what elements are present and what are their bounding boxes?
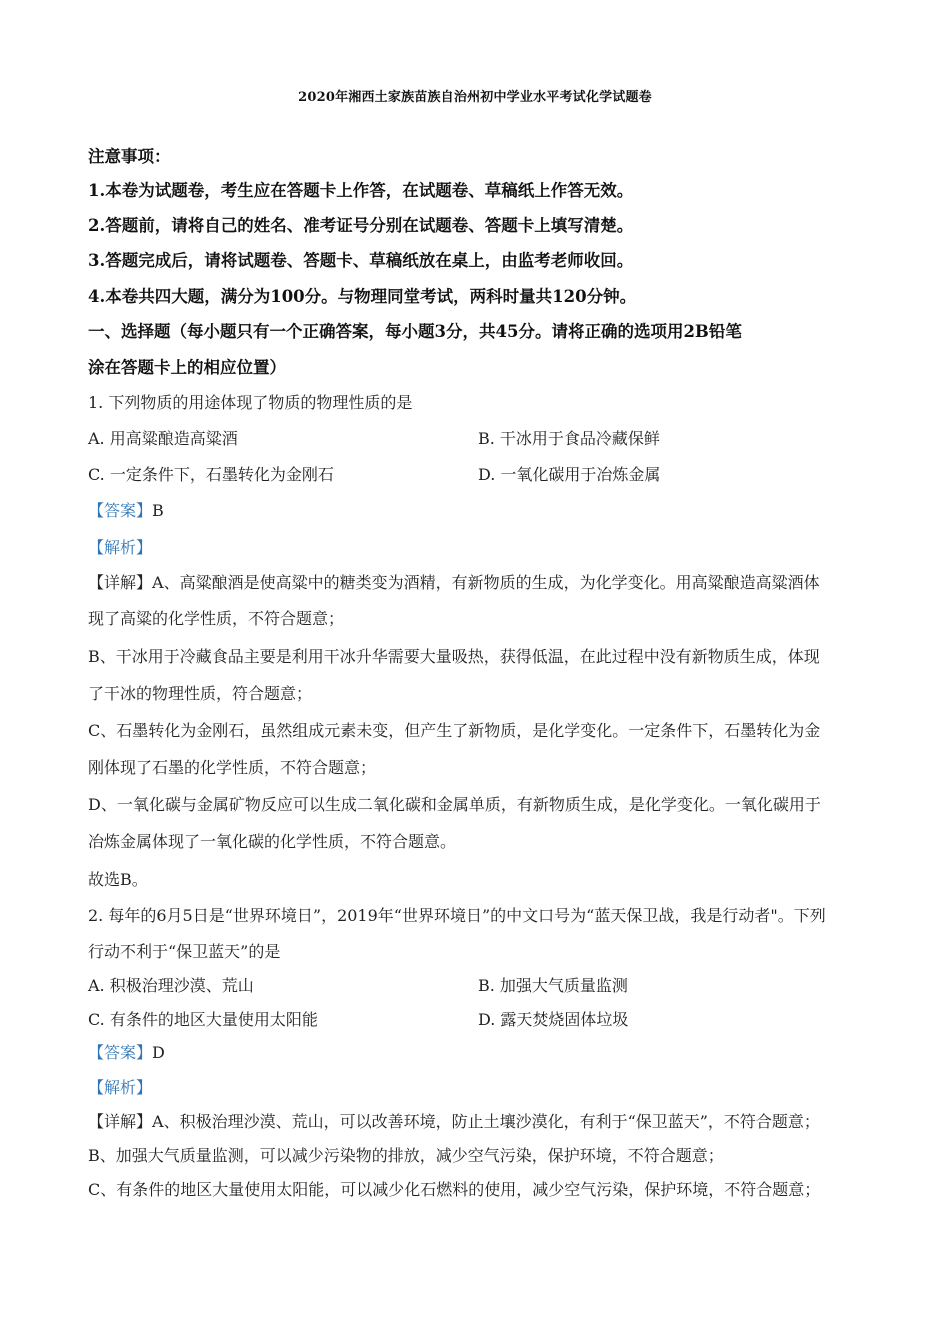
question-1-detail-line-8: 冶炼金属体现了一氧化碳的化学性质，不符合题意。 [88, 832, 457, 851]
detail-label: 【详解】 [88, 1112, 153, 1131]
answer-value: B [152, 501, 164, 520]
question-2-stem-line-2: 行动不利于“保卫蓝天”的是 [88, 942, 281, 961]
question-2-analysis-label: 【解析】 [88, 1078, 153, 1097]
answer-label: 【答案】 [88, 501, 153, 520]
section-heading-line-2: 涂在答题卡上的相应位置） [88, 358, 286, 377]
question-1-detail-line-6: 刚体现了石墨的化学性质，不符合题意； [88, 758, 377, 777]
note-item-1: 1.本卷为试题卷，考生应在答题卡上作答，在试题卷、草稿纸上作答无效。 [88, 181, 634, 200]
question-1-stem: 1. 下列物质的用途体现了物质的物理性质的是 [88, 393, 413, 412]
question-1-option-d: D. 一氧化碳用于冶炼金属 [478, 465, 661, 484]
question-1-detail-line-7: D、一氧化碳与金属矿物反应可以生成二氧化碳和金属单质，有新物质生成，是化学变化。一氧化碳用于 [88, 795, 821, 814]
note-item-4: 4.本卷共四大题，满分为100分。与物理同堂考试，两科时量共120分钟。 [88, 287, 637, 306]
question-2-stem-line-1: 2. 每年的6月5日是“世界环境日”，2019年“世界环境日”的中文口号为“蓝天保卫战，我是行动者"。下列 [88, 906, 826, 925]
question-1-option-a: A. 用高粱酿造高粱酒 [88, 429, 238, 448]
question-2-answer [88, 1042, 165, 1064]
question-2-detail-line-2: B、加强大气质量监测，可以减少污染物的排放，减少空气污染，保护环境，不符合题意； [88, 1146, 724, 1165]
question-1-detail-line-5: C、石墨转化为金刚石，虽然组成元素未变，但产生了新物质，是化学变化。一定条件下，石墨转化为金 [88, 721, 821, 740]
note-item-3: 3.答题完成后，请将试题卷、答题卡、草稿纸放在桌上，由监考老师收回。 [88, 251, 634, 270]
question-2-option-a: A. 积极治理沙漠、荒山 [88, 976, 254, 995]
question-2-detail-line-3: C、有条件的地区大量使用太阳能，可以减少化石燃料的使用，减少空气污染，保护环境，不符合题意； [88, 1180, 821, 1199]
detail-label: 【详解】 [88, 573, 153, 592]
question-1-detail-line-4: 了干冰的物理性质，符合题意； [88, 684, 313, 703]
answer-label: 【答案】 [88, 1043, 153, 1062]
detail-text: A、高粱酿酒是使高粱中的糖类变为酒精，有新物质的生成，为化学变化。用高粱酿造高粱酒体 [152, 573, 820, 592]
notes-heading: 注意事项： [88, 147, 171, 166]
detail-text: A、积极治理沙漠、荒山，可以改善环境，防止土壤沙漠化，有利于“保卫蓝天”，不符合题意； [152, 1112, 820, 1131]
question-1-analysis-label: 【解析】 [88, 538, 153, 557]
question-1-option-c: C. 一定条件下，石墨转化为金刚石 [88, 465, 334, 484]
exam-title: 2020年湘西土家族苗族自治州初中学业水平考试化学试题卷 [298, 90, 652, 105]
section-heading-line-1: 一、选择题（每小题只有一个正确答案，每小题3分，共45分。请将正确的选项用2B铅笔 [88, 322, 742, 341]
question-1-detail-line-1 [88, 572, 820, 594]
question-1-option-b: B. 干冰用于食品冷藏保鲜 [478, 429, 660, 448]
question-1-detail-line-3: B、干冰用于冷藏食品主要是利用干冰升华需要大量吸热，获得低温，在此过程中没有新物质生成，体现 [88, 647, 820, 666]
answer-value: D [152, 1043, 165, 1062]
question-1-answer [88, 500, 164, 522]
question-2-option-c: C. 有条件的地区大量使用太阳能 [88, 1010, 318, 1029]
question-1-conclusion: 故选B。 [88, 870, 148, 889]
question-2-detail-line-1 [88, 1111, 820, 1133]
question-2-option-b: B. 加强大气质量监测 [478, 976, 628, 995]
question-1-detail-line-2: 现了高粱的化学性质，不符合题意； [88, 609, 345, 628]
question-2-option-d: D. 露天焚烧固体垃圾 [478, 1010, 629, 1029]
note-item-2: 2.答题前，请将自己的姓名、准考证号分别在试题卷、答题卡上填写清楚。 [88, 216, 634, 235]
